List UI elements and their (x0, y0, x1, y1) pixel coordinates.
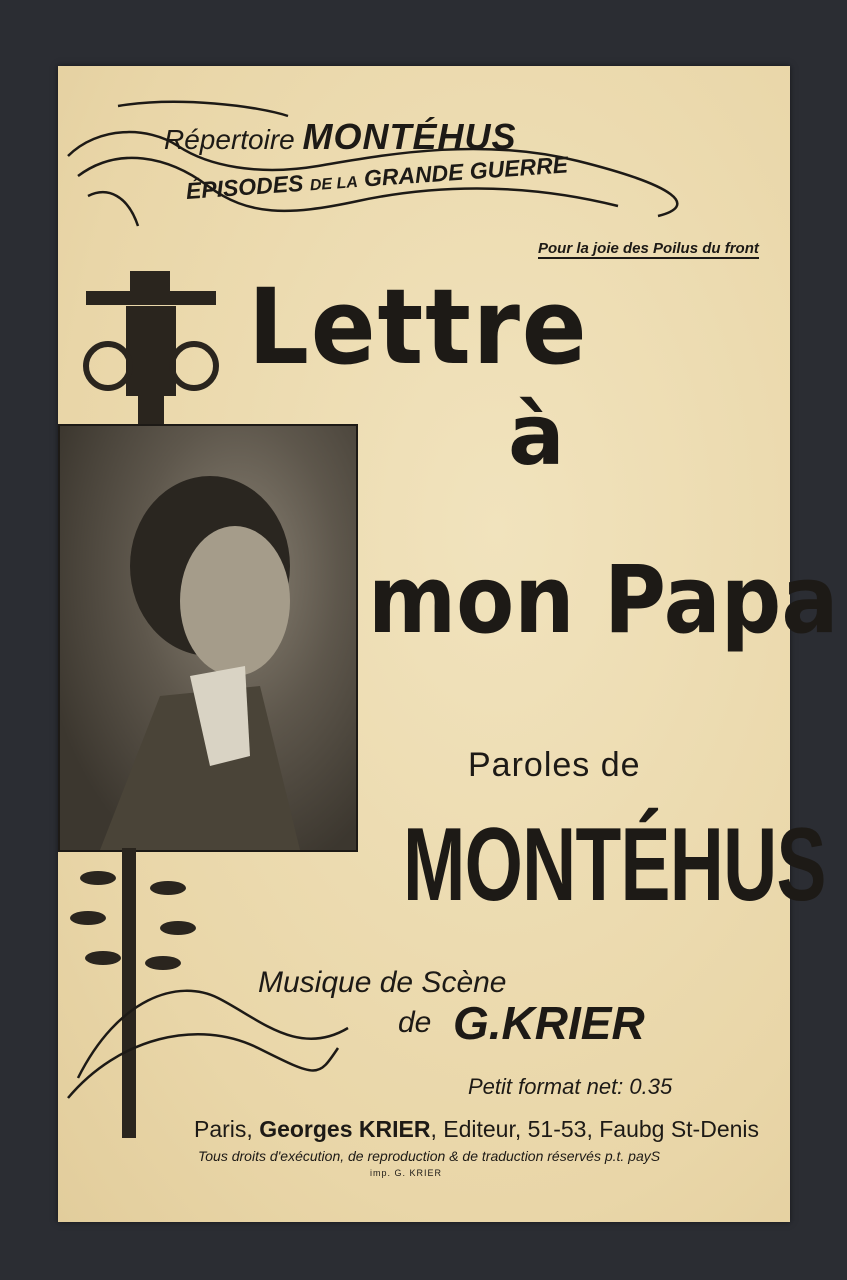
episodes-grande-guerre: GRANDE GUERRE (363, 151, 569, 192)
imprint: imp. G. KRIER (370, 1168, 443, 1178)
repertoire-prefix: Répertoire (164, 124, 295, 155)
composer-de: de (398, 1006, 432, 1039)
episodes-word: ÉPISODES (185, 169, 305, 204)
paroles-label: Paroles de (468, 746, 641, 784)
episodes-de-la: DE LA (309, 174, 359, 195)
price-text: Petit format net: 0.35 (468, 1074, 673, 1099)
portrait-figure (60, 426, 356, 850)
rights-notice: Tous droits d'exécution, de reproduction & de traduction réservés p.t. payS (198, 1148, 661, 1164)
title-line-1: Lettre (248, 266, 589, 388)
portrait-photo (58, 424, 358, 852)
title-line-2: à (508, 386, 565, 484)
sheet-music-cover (58, 66, 839, 1222)
musique-label: Musique de Scène (258, 966, 507, 999)
author-name: MONTÉHUS (403, 807, 826, 923)
repertoire-name: MONTÉHUS (302, 116, 517, 157)
repertoire-heading (164, 116, 517, 158)
title-line-3: mon Papa (368, 546, 839, 655)
publisher-suffix: , Editeur, 51-53, Faubg St-Denis (430, 1116, 760, 1142)
publisher-line (194, 1116, 759, 1143)
publisher-prefix: Paris, (194, 1116, 253, 1142)
publisher-name: Georges KRIER (259, 1116, 431, 1142)
composer-name: G.KRIER (453, 997, 645, 1049)
poilus-dedication: Pour la joie des Poilus du front (538, 240, 759, 257)
